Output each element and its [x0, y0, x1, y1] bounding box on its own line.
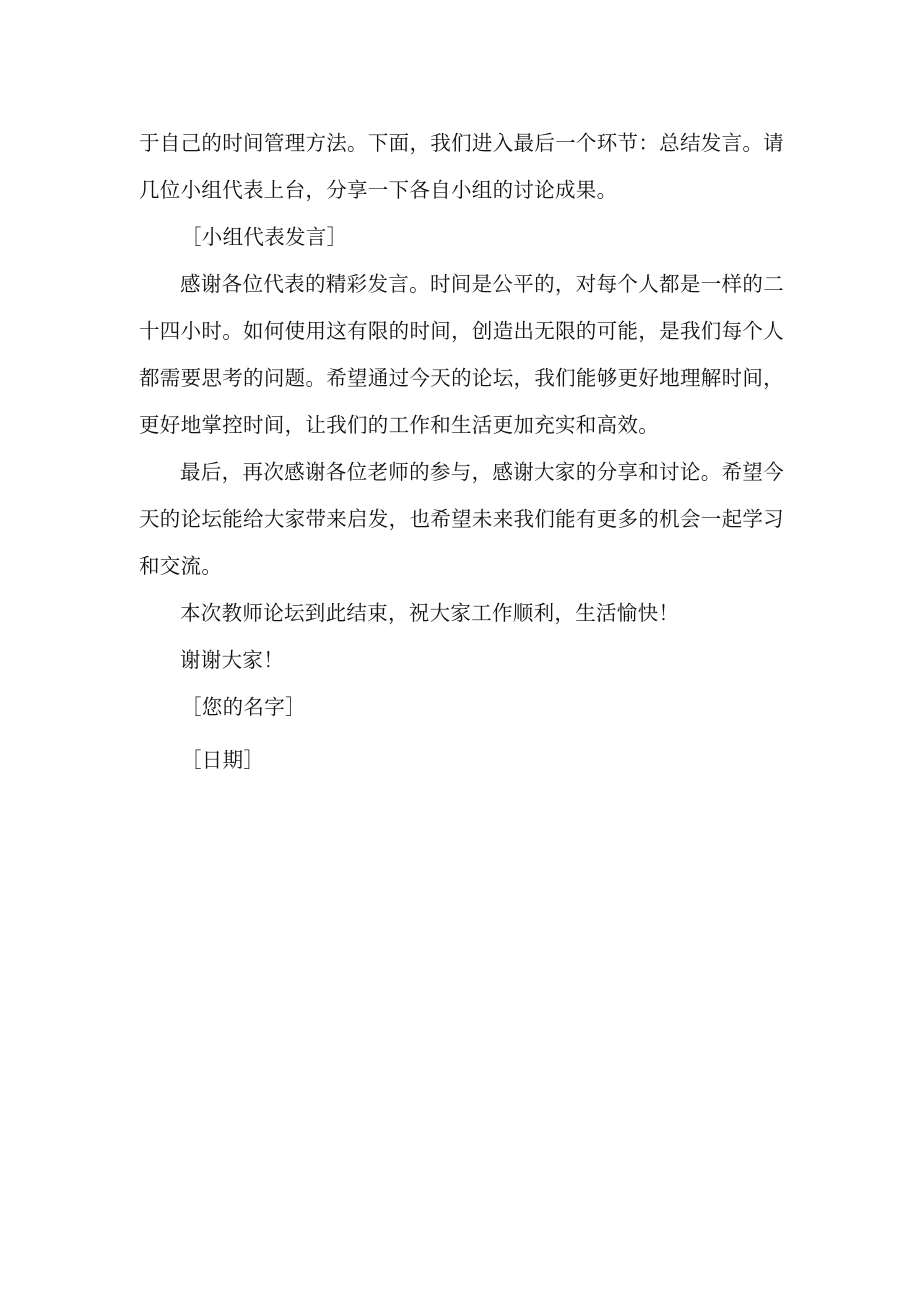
- signature-date: ［日期］: [181, 748, 265, 772]
- document-body: [139, 120, 784, 784]
- paragraph-closing-thanks: 最后，再次感谢各位老师的参与，感谢大家的分享和讨论。希望今天的论坛能给大家带来启发，也希望未来我们能有更多的机会一起学习和交流。: [139, 460, 784, 578]
- placeholder-group-speech: ［小组代表发言］: [181, 225, 348, 249]
- paragraph-continuation: 于自己的时间管理方法。下面，我们进入最后一个环节：总结发言。请几位小组代表上台，分享一下各自小组的讨论成果。: [139, 131, 784, 202]
- paragraph-forum-end: 本次教师论坛到此结束，祝大家工作顺利，生活愉快！: [180, 601, 680, 625]
- paragraph-thanks-representatives: 感谢各位代表的精彩发言。时间是公平的，对每个人都是一样的二十四小时。如何使用这有限的时间，创造出无限的可能，是我们每个人都需要思考的问题。希望通过今天的论坛，我们能够更好地理解时间，更好地掌控时间，让我们的工作和生活更加充实和高效。: [139, 272, 784, 437]
- signature-name: ［您的名字］: [181, 695, 306, 719]
- paragraph-thank-you: 谢谢大家！: [180, 648, 284, 672]
